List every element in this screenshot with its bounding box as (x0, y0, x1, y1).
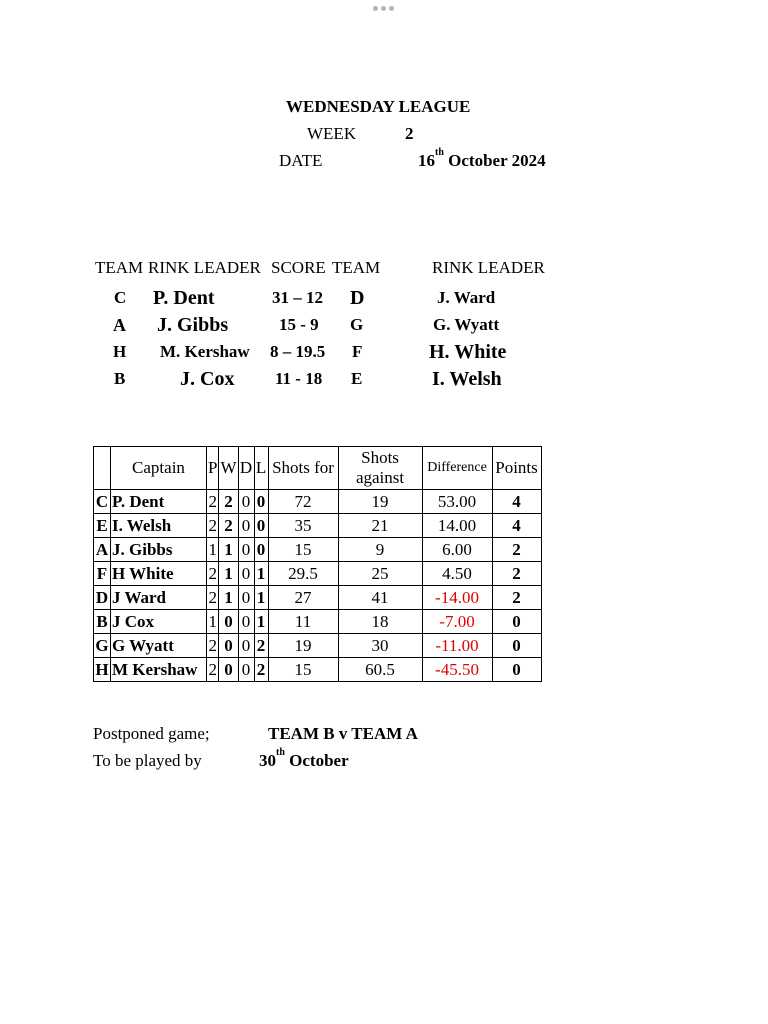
fixture-team2: D (350, 287, 365, 309)
header-won: W (219, 447, 238, 490)
table-row (94, 514, 542, 538)
fixture-leader2: I. Welsh (432, 368, 502, 390)
cell-points: 0 (492, 658, 541, 682)
cell-played: 2 (207, 514, 219, 538)
fixtures-header-team1: TEAM (95, 258, 144, 277)
cell-played: 1 (207, 610, 219, 634)
cell-shots-for: 72 (268, 490, 338, 514)
table-row (94, 490, 542, 514)
cell-shots-for: 35 (268, 514, 338, 538)
cell-shots-against: 41 (338, 586, 422, 610)
cell-difference: 14.00 (422, 514, 492, 538)
cell-shots-for: 29.5 (268, 562, 338, 586)
fixture-score: 11 - 18 (275, 369, 323, 388)
cell-lost: 1 (254, 610, 268, 634)
fixture-leader1: P. Dent (153, 287, 215, 309)
cell-difference: -11.00 (422, 634, 492, 658)
header-played: P (207, 447, 219, 490)
fixture-leader1: J. Gibbs (157, 314, 229, 336)
cell-difference: -14.00 (422, 586, 492, 610)
cell-shots-against: 60.5 (338, 658, 422, 682)
cell-lost: 1 (254, 586, 268, 610)
cell-captain: I. Welsh (111, 514, 207, 538)
cell-team: D (94, 586, 111, 610)
cell-played: 2 (207, 562, 219, 586)
cell-captain: J Cox (111, 610, 207, 634)
league-table (93, 446, 542, 682)
fixture-team2: G (350, 315, 364, 334)
cell-lost: 0 (254, 514, 268, 538)
fixture-team1: B (114, 369, 126, 388)
cell-shots-against: 21 (338, 514, 422, 538)
fixture-team1: A (113, 315, 126, 335)
cell-won: 1 (219, 538, 238, 562)
page-title: WEDNESDAY LEAGUE (286, 97, 471, 116)
cell-lost: 2 (254, 634, 268, 658)
cell-shots-against: 19 (338, 490, 422, 514)
fixture-leader2: H. White (429, 341, 507, 363)
fixture-score: 8 – 19.5 (270, 342, 326, 361)
cell-won: 2 (219, 514, 238, 538)
cell-points: 0 (492, 610, 541, 634)
cell-points: 4 (492, 490, 541, 514)
cell-won: 0 (219, 658, 238, 682)
postponed-game: TEAM B v TEAM A (268, 724, 418, 743)
cell-points: 2 (492, 586, 541, 610)
postponed-label: Postponed game; (93, 724, 210, 743)
week-value: 2 (405, 124, 414, 143)
cell-team: F (94, 562, 111, 586)
cell-shots-against: 30 (338, 634, 422, 658)
fixtures-header-score: SCORE (271, 258, 326, 277)
cell-played: 2 (207, 658, 219, 682)
fixture-leader2: J. Ward (437, 288, 496, 307)
play-by-date: 30th October (259, 747, 349, 770)
cell-shots-for: 11 (268, 610, 338, 634)
cell-difference: 6.00 (422, 538, 492, 562)
cell-difference: -45.50 (422, 658, 492, 682)
cell-shots-against: 9 (338, 538, 422, 562)
fixture-leader1: J. Cox (180, 368, 235, 390)
cell-captain: J. Gibbs (111, 538, 207, 562)
date-label: DATE (279, 151, 323, 170)
cell-difference: -7.00 (422, 610, 492, 634)
header-captain: Captain (111, 447, 207, 490)
cell-lost: 2 (254, 658, 268, 682)
table-header-row (94, 447, 542, 490)
fixture-team2: E (351, 369, 363, 388)
header-points: Points (492, 447, 541, 490)
cell-lost: 0 (254, 538, 268, 562)
fixture-team2: F (352, 342, 363, 361)
header-lost: L (254, 447, 268, 490)
cell-shots-for: 19 (268, 634, 338, 658)
cell-drawn: 0 (238, 562, 254, 586)
cell-drawn: 0 (238, 490, 254, 514)
table-row (94, 634, 542, 658)
header-difference: Difference (422, 447, 492, 490)
cell-difference: 4.50 (422, 562, 492, 586)
cell-shots-for: 15 (268, 658, 338, 682)
fixtures-header-leader1: RINK LEADER (148, 258, 261, 277)
cell-points: 4 (492, 514, 541, 538)
cell-captain: G Wyatt (111, 634, 207, 658)
cell-drawn: 0 (238, 514, 254, 538)
fixture-team1: C (114, 288, 127, 307)
cell-points: 0 (492, 634, 541, 658)
cell-lost: 0 (254, 490, 268, 514)
cell-won: 0 (219, 634, 238, 658)
cell-shots-for: 27 (268, 586, 338, 610)
cell-captain: P. Dent (111, 490, 207, 514)
cell-played: 1 (207, 538, 219, 562)
fixtures-header-team2: TEAM (332, 258, 381, 277)
fixture-team1: H (113, 342, 127, 361)
fixture-leader1: M. Kershaw (160, 342, 250, 361)
cell-team: E (94, 514, 111, 538)
cell-team: G (94, 634, 111, 658)
cell-difference: 53.00 (422, 490, 492, 514)
header-shots-for: Shots for (268, 447, 338, 490)
cell-points: 2 (492, 538, 541, 562)
fixture-score: 31 – 12 (272, 288, 323, 307)
table-row (94, 658, 542, 682)
cell-played: 2 (207, 634, 219, 658)
fixture-leader2: G. Wyatt (433, 315, 500, 334)
play-by-label: To be played by (93, 751, 202, 770)
cell-team: B (94, 610, 111, 634)
cell-team: A (94, 538, 111, 562)
cell-drawn: 0 (238, 634, 254, 658)
cell-captain: J Ward (111, 586, 207, 610)
cell-team: C (94, 490, 111, 514)
table-row (94, 586, 542, 610)
cell-won: 2 (219, 490, 238, 514)
more-options-icon[interactable] (373, 6, 394, 11)
cell-drawn: 0 (238, 586, 254, 610)
cell-drawn: 0 (238, 610, 254, 634)
cell-played: 2 (207, 586, 219, 610)
table-row (94, 610, 542, 634)
cell-shots-against: 25 (338, 562, 422, 586)
header-drawn: D (238, 447, 254, 490)
cell-won: 1 (219, 562, 238, 586)
header-shots-against: Shots against (338, 447, 422, 490)
cell-drawn: 0 (238, 538, 254, 562)
cell-captain: M Kershaw (111, 658, 207, 682)
cell-captain: H White (111, 562, 207, 586)
cell-won: 1 (219, 586, 238, 610)
table-row (94, 538, 542, 562)
week-label: WEEK (307, 124, 357, 143)
cell-team: H (94, 658, 111, 682)
cell-points: 2 (492, 562, 541, 586)
table-row (94, 562, 542, 586)
cell-won: 0 (219, 610, 238, 634)
cell-shots-against: 18 (338, 610, 422, 634)
cell-drawn: 0 (238, 658, 254, 682)
header-team (94, 447, 111, 490)
fixture-score: 15 - 9 (279, 315, 319, 334)
cell-shots-for: 15 (268, 538, 338, 562)
cell-lost: 1 (254, 562, 268, 586)
fixtures-header-leader2: RINK LEADER (432, 258, 545, 277)
cell-played: 2 (207, 490, 219, 514)
date-value: 16th October 2024 (418, 147, 546, 170)
